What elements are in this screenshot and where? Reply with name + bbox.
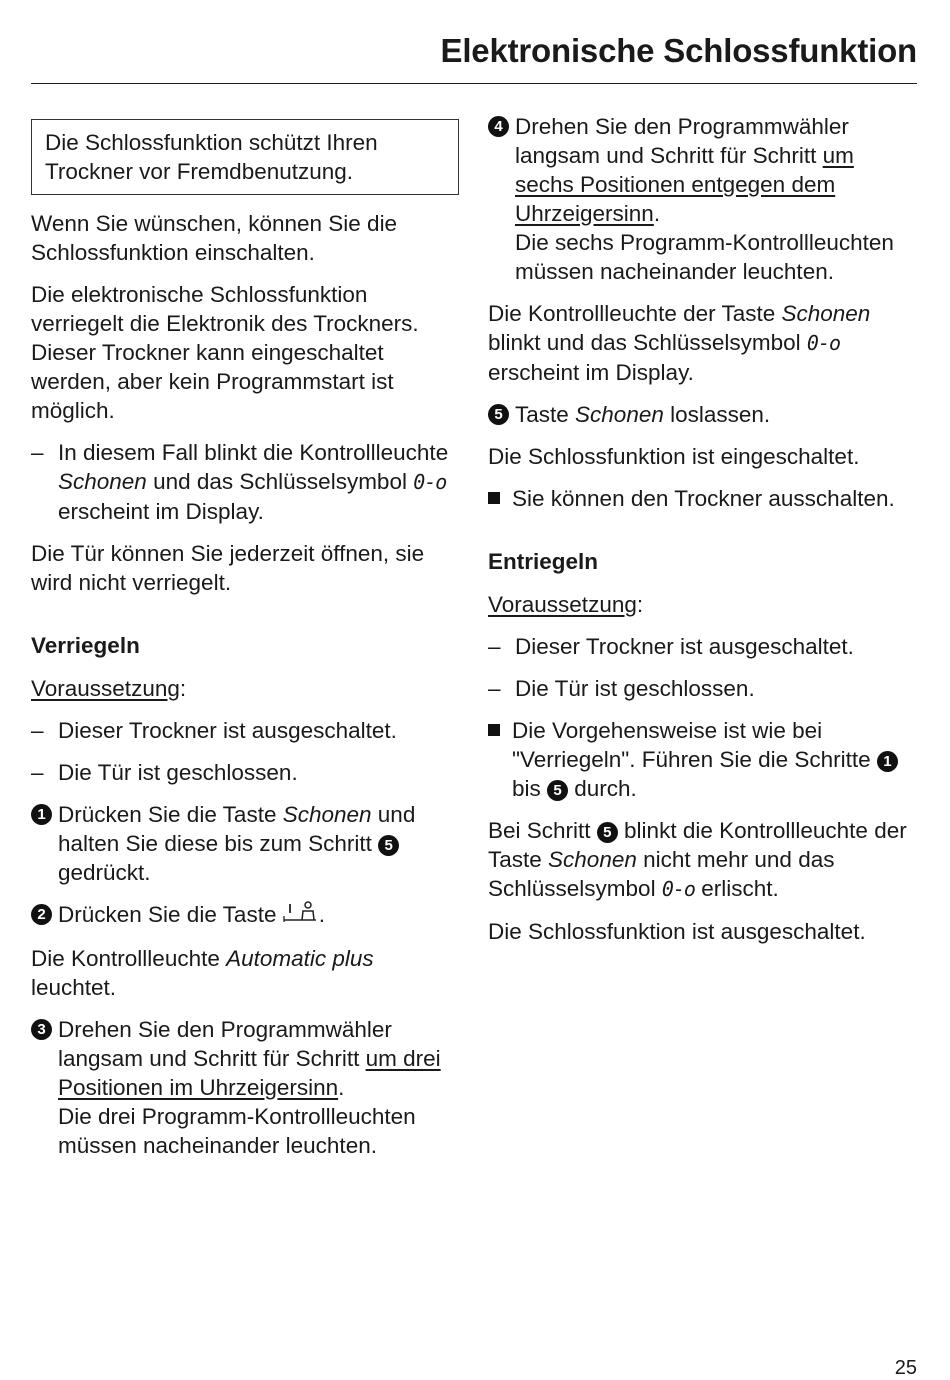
step-5: 5 Taste Schonen loslassen. [488,400,918,429]
list-item: – Die Tür ist geschlossen. [31,760,298,785]
step-3: 3 Drehen Sie den Programmwähler langsam und Schritt für Schritt um drei Positionen im Uhrzeigersinn. Die drei Programm-Kontrollleuchten müssen nacheinander leuchten. [31,1015,461,1160]
paragraph-key-symbol: Die Kontrollleuchte der Taste Schonen blinkt und das Schlüsselsymbol 0-o erscheint im Display. [488,301,871,385]
page-number: 25 [894,1357,917,1379]
step-number: 5 [488,404,509,425]
door-open-button-icon [283,900,319,931]
paragraph-lock-off: Die Schlossfunktion ist ausgeschaltet. [488,919,866,944]
step-number: 5 [547,780,568,801]
paragraph-unlock-step: Bei Schritt 5 blinkt die Kontrollleuchte der Taste Schonen nicht mehr und das Schlüsselsymbol 0-o erlischt. [488,818,907,901]
list-item: – Dieser Trockner ist ausgeschaltet. [31,718,397,743]
section-heading-verriegeln: Verriegeln [31,633,140,658]
paragraph-lock-description: Die elektronische Schlossfunktion verriegelt die Elektronik des Trockners. Dieser Trockner kann eingeschaltet werden, aber kein Programmstart ist möglich. [31,282,419,423]
step-number: 1 [877,751,898,772]
header-rule [31,83,917,84]
list-item: – Die Tür ist geschlossen. [488,676,755,701]
prerequisite-label: Voraussetzung: [31,676,187,701]
key-symbol-icon: 0-o [413,470,447,494]
step-4: 4 Drehen Sie den Programmwähler langsam und Schritt für Schritt um sechs Positionen entgegen dem Uhrzeigersinn. Die sechs Programm-Kontrollleuchten müssen nacheinander leuchten. [488,112,918,286]
square-bullet-icon [488,724,500,736]
prerequisite-label: Voraussetzung: [488,592,644,617]
step-number: 5 [378,835,399,856]
note-item: Sie können den Trockner ausschalten. [488,484,918,513]
note-item: Die Vorgehensweise ist wie bei "Verriegeln". Führen Sie die Schritte 1 bis 5 durch. [488,716,918,803]
step-number: 5 [597,822,618,843]
paragraph-lock-on: Die Schlossfunktion ist eingeschaltet. [488,444,860,469]
paragraph-door: Die Tür können Sie jederzeit öffnen, sie wird nicht verriegelt. [31,541,425,595]
step-1: 1 Drücken Sie die Taste Schonen und halten Sie diese bis zum Schritt 5 gedrückt. [31,800,461,887]
square-bullet-icon [488,492,500,504]
left-column [31,112,461,1173]
step-number: 2 [31,904,52,925]
list-item: – In diesem Fall blinkt die Kontrollleuchte Schonen und das Schlüsselsymbol 0-o erscheint im Display. [31,440,449,524]
step-number: 1 [31,804,52,825]
step-number: 4 [488,116,509,137]
page-title: Elektronische Schlossfunktion [440,32,917,69]
intro-box [31,119,459,195]
section-heading-entriegeln: Entriegeln [488,549,599,574]
right-column [488,112,918,959]
step-2: 2 Drücken Sie die Taste . [31,900,461,931]
intro-box-line2: Trockner vor Fremdbenutzung. [45,159,354,184]
intro-box-line1: Die Schlossfunktion schützt Ihren [45,130,378,155]
key-symbol-icon: 0-o [661,877,695,901]
dash-mark: – [31,440,44,465]
step-number: 3 [31,1019,52,1040]
key-symbol-icon: 0-o [806,331,841,355]
paragraph-automatic-plus: Die Kontrollleuchte Automatic plus leuchtet. [31,946,374,1000]
paragraph-enable: Wenn Sie wünschen, können Sie die Schlossfunktion einschalten. [31,211,398,265]
list-item: – Dieser Trockner ist ausgeschaltet. [488,634,854,659]
